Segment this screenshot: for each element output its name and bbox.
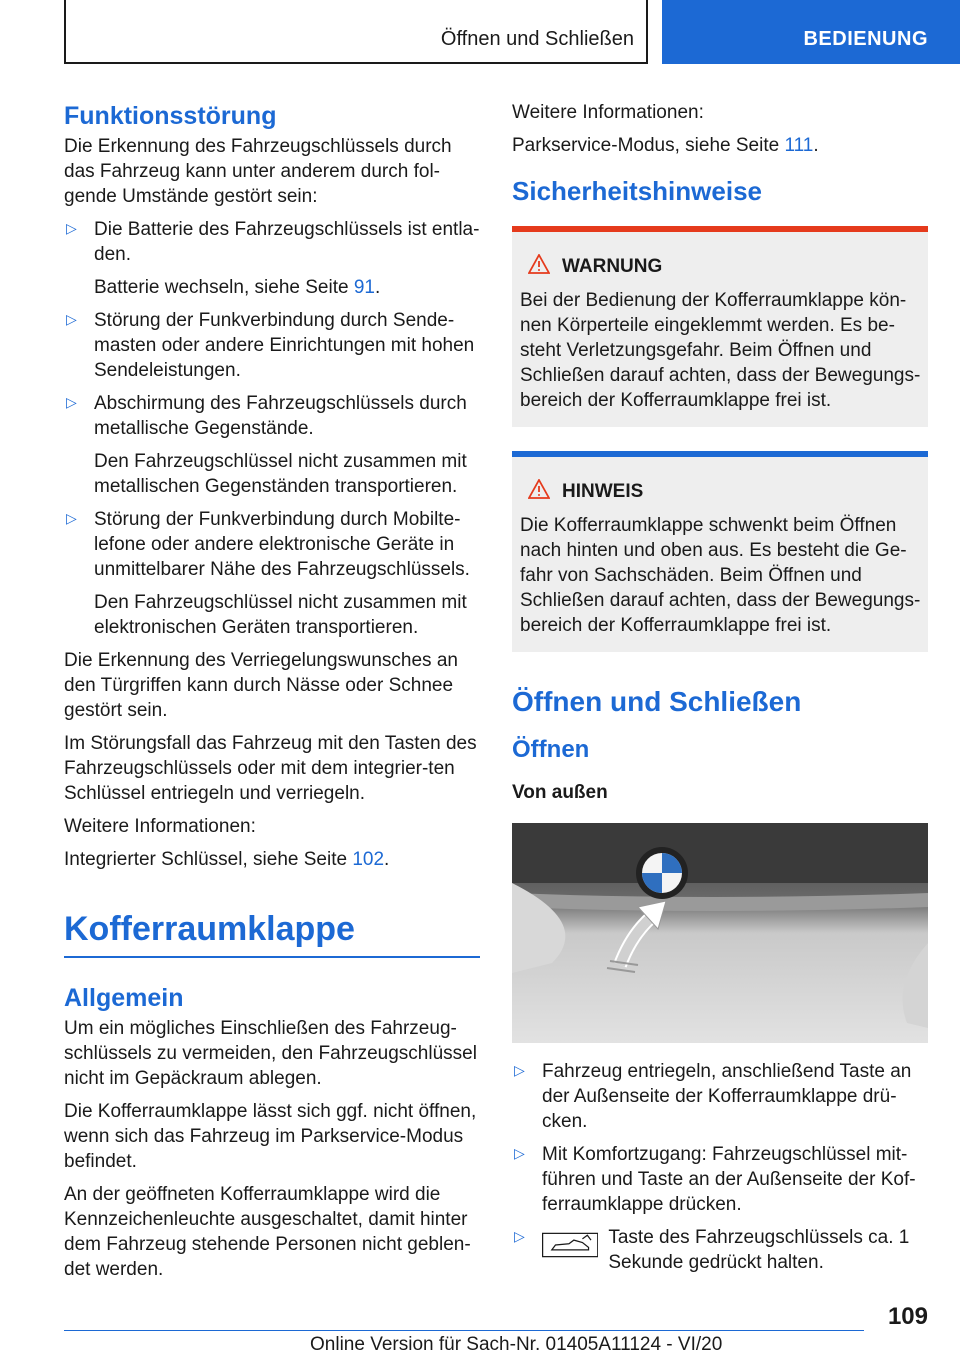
paragraph: Im Störungsfall das Fahrzeug mit den Tasten des Fahrzeugschlüssels oder mit dem integrier-ten Schlüssel entriegeln und verriegeln. — [64, 733, 477, 804]
page-link-102[interactable]: 102 — [352, 849, 385, 870]
page-link-111[interactable]: 111 — [784, 135, 814, 156]
trunk-key-icon — [542, 1225, 598, 1265]
list-item-subtext: Den Fahrzeugschlüssel nicht zusammen mit elektronischen Geräten transportieren. — [94, 592, 467, 638]
warning-triangle-icon — [528, 254, 550, 280]
note-title-text: HINWEIS — [562, 481, 644, 502]
page-link-91[interactable]: 91 — [353, 277, 375, 298]
left-column — [64, 100, 480, 1290]
heading-oeffnen: Öffnen — [512, 736, 590, 763]
paragraph: Weitere Informationen: — [512, 102, 704, 123]
list-item — [512, 1225, 928, 1275]
list-item-text: ▷ Fahrzeug entriegeln, anschließend Taste an der Außenseite der Kofferraumklappe drü-cken. — [542, 1061, 912, 1132]
paragraph: Die Erkennung des Verriegelungswunsches an den Türgriffen kann durch Nässe oder Schnee gestört sein. — [64, 650, 458, 721]
header-title: Öffnen und Schließen — [440, 28, 634, 50]
paragraph — [512, 133, 928, 158]
footer-divider — [64, 1330, 864, 1331]
subtext-prefix: Batterie wechseln, siehe Seite — [94, 277, 354, 298]
note-box — [512, 451, 928, 652]
list-item-text: ▷ Abschirmung des Fahrzeugschlüssels durch metallische Gegenstände. — [94, 393, 467, 439]
warning-title — [528, 254, 928, 280]
paragraph: Weitere Informationen: — [64, 816, 256, 837]
text-prefix: Parkservice-Modus, siehe Seite — [512, 135, 785, 156]
text-prefix: Integrierter Schlüssel, siehe Seite — [64, 849, 353, 870]
key-instruction-text: ▷ Taste des Fahrzeugschlüssels ca. 1 Sekunde gedrückt halten. — [608, 1227, 910, 1273]
heading-funktionsstoerung: Funktionsstörung — [64, 102, 277, 130]
list-item-text: ▷ Störung der Funkverbindung durch Sende-masten oder andere Einrichtungen mit hohen Sendeleistungen. — [94, 310, 475, 381]
list-item — [64, 217, 480, 300]
list-item — [512, 1142, 928, 1217]
warning-title-text: WARNUNG — [562, 256, 663, 277]
heading-oeffnen-und-schliessen: Öffnen und Schließen — [512, 686, 802, 717]
fault-list — [64, 217, 480, 640]
list-item — [512, 1059, 928, 1134]
list-item — [64, 308, 480, 383]
list-item — [64, 391, 480, 499]
list-item-text: ▷ Mit Komfortzugang: Fahrzeugschlüssel mit-führen und Taste an der Außenseite der Kof-ferraumklappe drücken. — [542, 1144, 916, 1215]
heading-von-aussen: Von außen — [512, 782, 608, 803]
right-column — [512, 100, 928, 1283]
key-instruction — [542, 1225, 928, 1275]
paragraph: An der geöffneten Kofferraumklappe wird die Kennzeichenleuchte ausgeschaltet, damit hinter dem Fahrzeug stehende Personen nicht geblen-det werden. — [64, 1184, 471, 1280]
header-section-label: BEDIENUNG — [803, 28, 928, 50]
heading-sicherheitshinweise: Sicherheitshinweise — [512, 176, 762, 206]
paragraph: Die Kofferraumklappe lässt sich ggf. nicht öffnen, wenn sich das Fahrzeug im Parkservice-Modus befindet. — [64, 1101, 477, 1172]
footer-version: Online Version für Sach-Nr. 01405A11124 - VI/20 — [310, 1334, 723, 1355]
list-item-subtext — [94, 275, 480, 300]
paragraph — [64, 847, 480, 872]
warning-box — [512, 226, 928, 427]
list-item-text: ▷ Störung der Funkverbindung durch Mobilte-lefone oder andere elektronische Geräte in unmittelbarer Nähe des Fahrzeugschlüssels. — [94, 509, 470, 580]
header-section-tab — [662, 0, 960, 64]
page-number: 109 — [887, 1303, 928, 1330]
list-item-subtext: Den Fahrzeugschlüssel nicht zusammen mit metallischen Gegenständen transportieren. — [94, 451, 467, 497]
note-title — [528, 479, 928, 505]
heading-allgemein: Allgemein — [64, 984, 184, 1012]
list-item-text: ▷ Die Batterie des Fahrzeugschlüssels ist entla-den. — [94, 219, 480, 265]
open-instructions-list — [512, 1059, 928, 1275]
warning-text: Bei der Bedienung der Kofferraumklappe kön-nen Körperteile eingeklemmt werden. Es be-steht Verletzungsgefahr. Beim Öffnen und Schließen darauf achten, dass der Bewegungs-bereich der Kofferraumklappe frei ist. — [520, 290, 921, 411]
subtext-suffix: . — [374, 277, 381, 298]
text-suffix: . — [384, 849, 390, 870]
paragraph: Um ein mögliches Einschließen des Fahrzeug-schlüssels zu vermeiden, den Fahrzeugschlüssel nicht im Gepäckraum ablegen. — [64, 1018, 477, 1089]
text-suffix: . — [813, 135, 819, 156]
chapter-heading-kofferraumklappe: Kofferraumklappe — [64, 894, 480, 958]
list-item — [64, 507, 480, 640]
note-text: Die Kofferraumklappe schwenkt beim Öffnen nach hinten und oben aus. Es besteht die Ge-fahr von Sachschäden. Beim Öffnen und Schließen darauf achten, dass der Bewegungs-bereich der Kofferraumklappe frei ist. — [520, 515, 921, 636]
header-title-box — [64, 0, 648, 64]
warning-triangle-icon — [528, 479, 550, 505]
paragraph: Die Erkennung des Fahrzeugschlüssels durch das Fahrzeug kann unter anderem durch fol-gende Umstände gestört sein: — [64, 136, 452, 207]
trunk-button-illustration — [512, 823, 928, 1043]
